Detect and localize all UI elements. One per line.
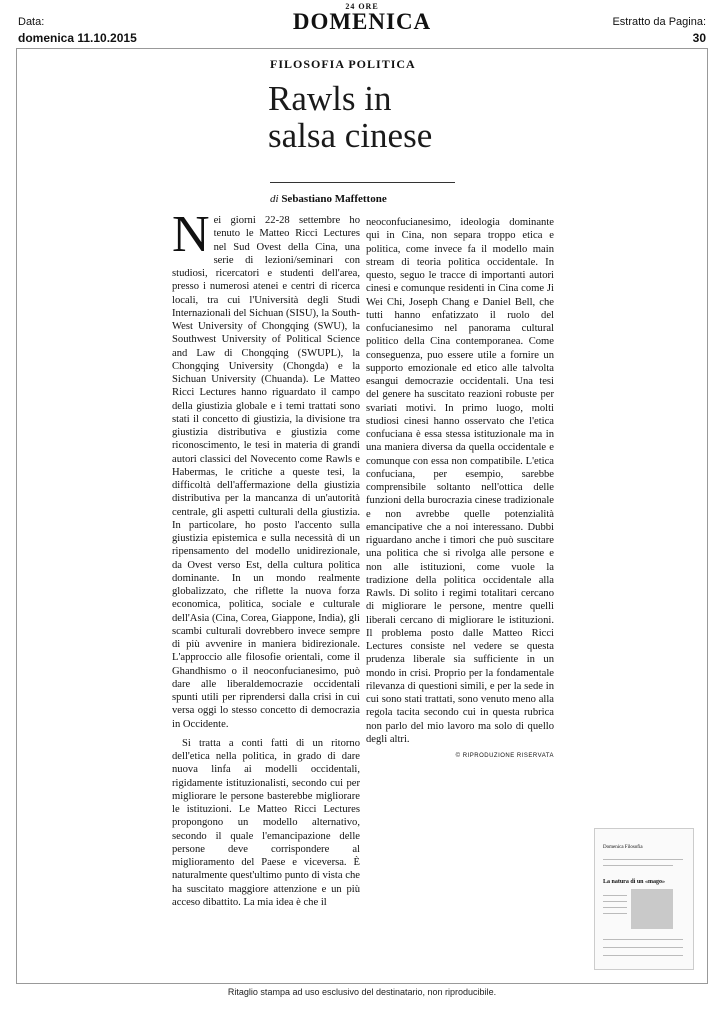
copyright-notice: © RIPRODUZIONE RISERVATA [455, 753, 554, 759]
byline [270, 193, 387, 205]
thumbnail-line [603, 955, 683, 956]
byline-author: Sebastiano Maffettone [281, 193, 387, 205]
drop-cap: N [172, 206, 210, 263]
paragraph-2: Si tratta a conti fatti di un ritorno dell'etica nella politica, in grado di dare nuova linfa ai modelli occidentali, rigidamente istituzionalisti, secondo cui per migliorare le persone basterebbe migliorare le istituzioni. Le Matteo Ricci Lectures propongono un modello alternativo, secondo il quale l'emancipazione delle persone deve corrispondere al miglioramento del Paese e viceversa. È naturalmente quest'ultimo punto di vista che ha suscitato maggiore attenzione e un più acceso dibattito. La mia idea è che il [172, 737, 360, 908]
paragraph-2-continued: neoconfucianesimo, ideologia dominante qui in Cina, non separa troppo etica e politica, come invece fa il modello main stream di teoria politica occidentale. In questo, seguo le tracce di importanti autori cinesi e comunque residenti in Cina come Ji Wei Chi, Joseph Chang e Daniel Bell, che tutti hanno enfatizzato il ruolo del confucianesimo nel panorama cultural politico della Cina contemporanea. Come conseguenza, puo essere utile a fornire un supporto emozionale ed etico alle talvolta esangui democrazie occidentali. Una tesi del genere ha suscitato reazioni robuste per svariati motivi. In primo luogo, molti studiosi cinesi hanno osservato che l'etica confuciana è essa stessa istituzionale ma in una maniera diversa da quella occidentale e comunque con essa non compatibile. L'etica confuciana, per esempio, sarebbe comprensibile soltanto nell'ottica delle funzioni della burocrazia cinese tradizionale e non avrebbe quelle potenzialità emancipative che a noi interessano. Dubbi riguardano anche i timori che può suscitare una politica che si rivolga alle persone e non alle istituzioni, come vuole la tradizione della politica occidentale alla Rawls. Di solito i regimi totalitari cercano di migliorare le persone, mentre quelli liberali cercano di migliorare le istituzioni. Il problema posto dalle Matteo Ricci Lectures consiste nel vedere se questa prudenza liberale sia sufficiente in un mondo in crisi. Proprio per la fondamentale rilevanza di questioni simili, e per la sede in cui sono stati trattati, sono venuto meno alla regola tacita secondo cui in questa rubrica non parlo del mio lavoro ma solo di quello degli altri. [366, 217, 554, 745]
paragraph-1 [172, 206, 360, 731]
date-value: domenica 11.10.2015 [18, 31, 137, 45]
title-divider [270, 182, 455, 183]
thumbnail-headline: La natura di un «mago» [603, 879, 666, 885]
thumbnail-image [631, 889, 673, 929]
article-column-2 [366, 216, 554, 763]
logo-main-text: DOMENICA [292, 9, 432, 34]
thumbnail-section: Domenica Filosofia [603, 845, 643, 850]
thumbnail-line [603, 939, 683, 940]
section-kicker: FILOSOFIA POLITICA [270, 57, 416, 71]
thumbnail-line [603, 895, 627, 896]
page-number: 30 [692, 31, 706, 45]
title-line-1: Rawls in [268, 79, 392, 118]
title-line-2: salsa cinese [268, 116, 433, 155]
thumbnail-line [603, 947, 683, 948]
byline-prefix: di [270, 193, 279, 205]
thumbnail-line [603, 901, 627, 902]
thumbnail-line [603, 859, 683, 860]
page-thumbnail[interactable] [594, 828, 694, 970]
page-label: Estratto da Pagina: [612, 16, 706, 28]
thumbnail-line [603, 865, 673, 866]
paragraph-1-text: ei giorni 22-28 settembre ho tenuto le Matteo Ricci Lectures nel Sud Ovest della Cina, una serie di lezioni/seminari con studiosi, ricercatori e studenti dell'area, presso i numerosi atenei e centri di ricerca locali, tra cui l'Università degli Studi Internazionali del Sichuan (SISU), la South-West University of Chongqing (SWU), la Southwest University of Political Science and Law di Chongqing (SWUPL), la Chongqing University (Chongda) e la Sichuan University (Chuanda). Le Matteo Ricci Lectures hanno riguardato il campo della giustizia globale e i temi trattati sono stati il concetto di giustizia, la divisione tra giustizia distributiva e giustizia come riconoscimento, le tesi in materia di grandi autori classici del Novecento come Rawls e Habermas, le critiche a queste tesi, la difficoltà dell'affermazione della giustizia distributiva per la mancanza di un'autorità centrale, gli aspetti culturali della giustizia. In particolare, ho posto l'accento sulla giustizia epistemica e sulla necessità di un ripensamento del modello unidirezionale, da Ovest verso Est, della cultura politica dominante. In un mondo realmente globalizzato, che riflette la nuova forza economica, politica, sociale e culturale dell'Asia (Cina, Corea, Giappone, India), gli scambi culturali dovrebbero invece sempre di più avvenire in maniera bidirezionale. L'approccio alle filosofie orientali, come il Ghandhismo o il neoconfucianesimo, può dare alle liberaldemocrazie occidentali spunti utili per riprendersi dalla crisi in cui versa oggi lo stesso concetto di democrazia in Occidente. [172, 215, 360, 730]
footer-note: Ritaglio stampa ad uso esclusivo del destinatario, non riproducibile. [227, 987, 497, 997]
thumbnail-line [603, 907, 627, 908]
logo-small-text: 24 ORE [345, 2, 379, 11]
date-label: Data: [18, 16, 45, 28]
article-title [268, 80, 432, 154]
page-block [612, 16, 706, 45]
thumbnail-line [603, 913, 627, 914]
article-column-1 [172, 206, 360, 909]
